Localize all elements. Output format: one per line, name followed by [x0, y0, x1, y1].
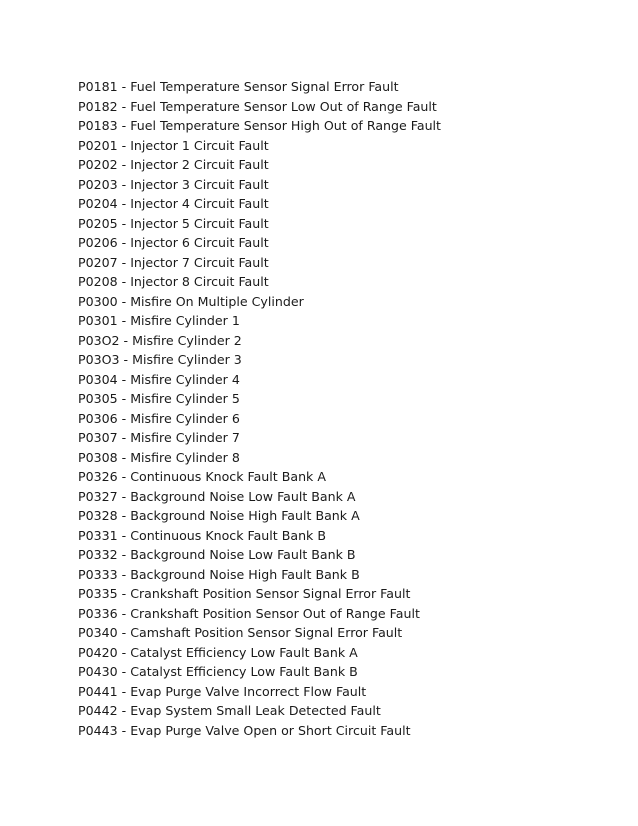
- fault-code-list: [78, 77, 441, 740]
- fault-code-line: P03O3 - Misfire Cylinder 3: [78, 352, 242, 367]
- fault-code-line: P0327 - Background Noise Low Fault Bank A: [78, 488, 356, 504]
- fault-code-line: P0301 - Misfire Cylinder 1: [78, 313, 240, 328]
- fault-code-line: P0306 - Misfire Cylinder 6: [78, 410, 240, 426]
- fault-code-line: P0308 - Misfire Cylinder 8: [78, 449, 240, 465]
- fault-code-line: P0335 - Crankshaft Position Sensor Signal Error Fault: [78, 586, 411, 601]
- fault-code-line: P0331 - Continuous Knock Fault Bank B: [78, 527, 326, 543]
- fault-code-line: P0326 - Continuous Knock Fault Bank A: [78, 469, 326, 484]
- fault-code-line: P0430 - Catalyst Efficiency Low Fault Bank B: [78, 664, 358, 679]
- fault-code-line: P0332 - Background Noise Low Fault Bank B: [78, 547, 356, 562]
- fault-code-line: P0202 - Injector 2 Circuit Fault: [78, 157, 269, 172]
- fault-code-line: P0441 - Evap Purge Valve Incorrect Flow Fault: [78, 683, 367, 699]
- fault-code-line: P0307 - Misfire Cylinder 7: [78, 430, 240, 445]
- fault-code-line: P0182 - Fuel Temperature Sensor Low Out of Range Fault: [78, 98, 437, 114]
- fault-code-line: P0208 - Injector 8 Circuit Fault: [78, 274, 269, 289]
- fault-code-line: P0300 - Misfire On Multiple Cylinder: [78, 293, 304, 309]
- fault-code-line: P0304 - Misfire Cylinder 4: [78, 371, 240, 387]
- fault-code-line: P0201 - Injector 1 Circuit Fault: [78, 137, 269, 153]
- fault-code-line: P0443 - Evap Purge Valve Open or Short Circuit Fault: [78, 722, 411, 738]
- fault-code-line: P0181 - Fuel Temperature Sensor Signal Error Fault: [78, 79, 399, 94]
- fault-code-line: P0420 - Catalyst Efficiency Low Fault Bank A: [78, 644, 358, 660]
- fault-code-line: P0328 - Background Noise High Fault Bank A: [78, 508, 360, 523]
- fault-code-line: P0206 - Injector 6 Circuit Fault: [78, 235, 269, 250]
- fault-code-line: P03O2 - Misfire Cylinder 2: [78, 332, 242, 348]
- fault-code-line: P0340 - Camshaft Position Sensor Signal Error Fault: [78, 625, 403, 640]
- fault-code-line: P0207 - Injector 7 Circuit Fault: [78, 254, 269, 270]
- fault-code-line: P0305 - Misfire Cylinder 5: [78, 391, 240, 406]
- fault-code-line: P0204 - Injector 4 Circuit Fault: [78, 196, 269, 211]
- fault-code-line: P0442 - Evap System Small Leak Detected Fault: [78, 703, 381, 718]
- fault-code-line: P0183 - Fuel Temperature Sensor High Out of Range Fault: [78, 118, 441, 133]
- fault-code-line: P0205 - Injector 5 Circuit Fault: [78, 215, 269, 231]
- fault-code-line: P0333 - Background Noise High Fault Bank B: [78, 566, 360, 582]
- fault-code-line: P0203 - Injector 3 Circuit Fault: [78, 176, 269, 192]
- fault-code-line: P0336 - Crankshaft Position Sensor Out of Range Fault: [78, 605, 420, 621]
